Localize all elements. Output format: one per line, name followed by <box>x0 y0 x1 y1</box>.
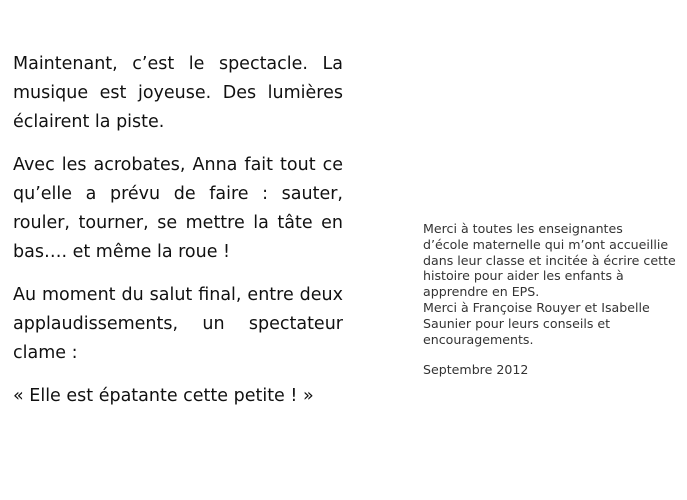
acknowledgement-line: d’école maternelle qui m’ont accueillie <box>423 236 669 252</box>
story-paragraph-3: Au moment du salut final, entre deux applaudissements, un spectateur clame : <box>13 285 343 363</box>
acknowledgement-line: Merci à toutes les enseignantes <box>423 221 623 236</box>
acknowledgements <box>423 221 678 378</box>
acknowledgement-line: histoire pour aider les enfants à <box>423 268 624 284</box>
acknowledgement-line: dans leur classe et incitée à écrire cette <box>423 252 676 268</box>
story-text <box>13 50 343 411</box>
acknowledgement-line: Merci à Françoise Rouyer et Isabelle <box>423 299 650 315</box>
acknowledgement-line: Saunier pour leurs conseils et <box>423 315 611 331</box>
publication-date: Septembre 2012 <box>423 362 529 378</box>
story-paragraph-2: Avec les acrobates, Anna fait tout ce qu’elle a prévu de faire : sauter, rouler, tourner, se mettre la tâte en bas…. et même la roue ! <box>13 155 343 262</box>
acknowledgement-line: apprendre en EPS. <box>423 284 540 300</box>
acknowledgement-line: encouragements. <box>423 331 534 347</box>
story-paragraph-4: « Elle est épatante cette petite ! » <box>13 386 314 406</box>
story-paragraph-1: Maintenant, c’est le spectacle. La musique est joyeuse. Des lumières éclairent la piste. <box>13 54 343 132</box>
